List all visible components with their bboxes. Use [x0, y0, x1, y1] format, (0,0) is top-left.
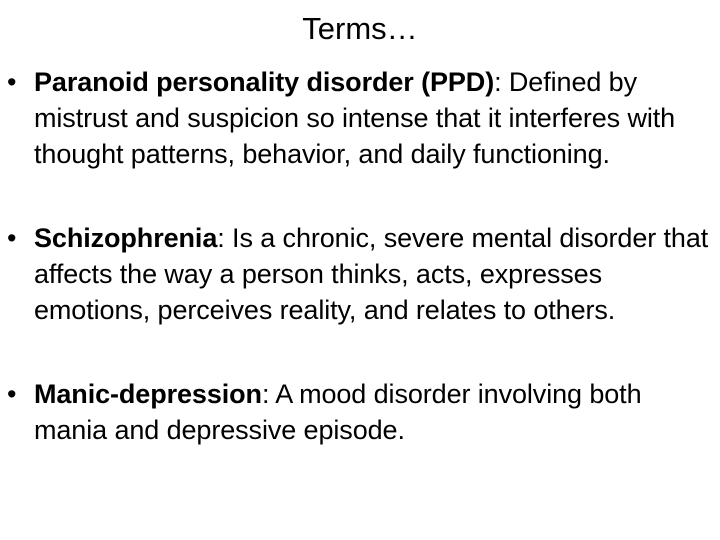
bullet-item-manic-depression [0, 376, 720, 448]
bullet-list [0, 64, 720, 496]
bullet-dot-icon: • [7, 67, 17, 97]
term-label: Manic-depression [34, 379, 262, 409]
term-label: Schizophrenia [34, 223, 218, 253]
bullet-item-schizophrenia [0, 220, 720, 328]
bullet-dot-icon: • [7, 379, 17, 409]
term-label: Paranoid personality disorder (PPD) [34, 67, 495, 97]
term-definition: : Is a chronic, severe mental disorder that affects the way a person thinks, acts, expresses emotions, perceives reality, and relates to others. [34, 223, 709, 325]
term-definition: : Defined by mistrust and suspicion so intense that it interferes with thought patterns, behavior, and daily functioning. [34, 67, 676, 169]
bullet-dot-icon: • [7, 223, 17, 253]
slide-title: Terms… [302, 11, 418, 46]
term-definition: : A mood disorder involving both mania and depressive episode. [34, 379, 642, 445]
bullet-item-ppd [0, 64, 720, 172]
